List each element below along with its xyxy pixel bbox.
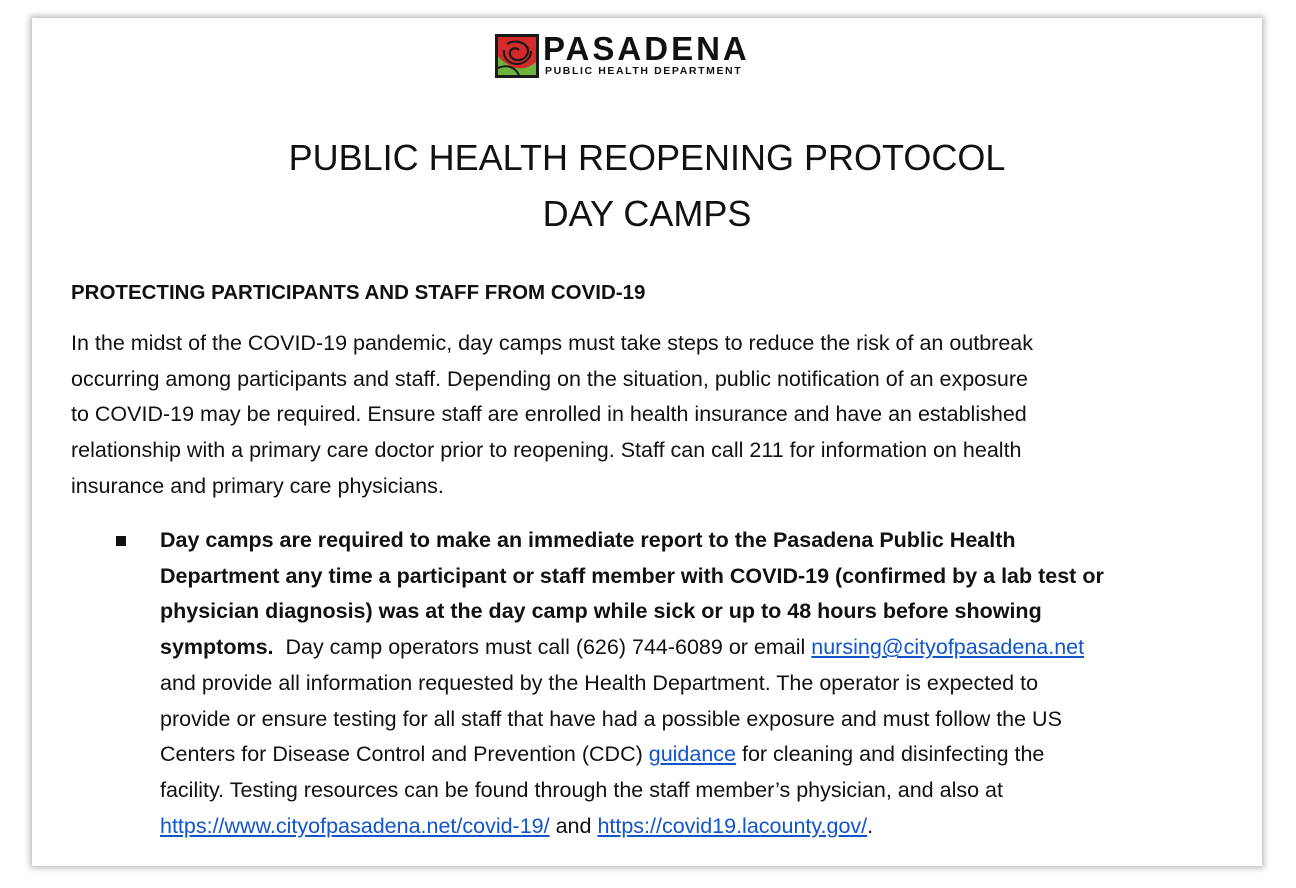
intro-line: In the midst of the COVID-19 pandemic, day camps must take steps to reduce the risk of an outbreak xyxy=(71,331,1033,355)
section-heading: PROTECTING PARTICIPANTS AND STAFF FROM COVID-19 xyxy=(71,281,646,304)
bullet-line xyxy=(160,523,1240,559)
bold-text: Department any time a participant or staff member with COVID-19 (confirmed by a lab test or xyxy=(160,563,1104,588)
bullet-paragraph xyxy=(160,523,1240,844)
email-link[interactable]: nursing@cityofpasadena.net xyxy=(811,635,1085,660)
bullet-line: and provide all information requested by the Health Department. The operator is expected to xyxy=(160,670,1039,695)
bullet-text: for cleaning and disinfecting the xyxy=(736,742,1045,767)
bullet-line xyxy=(160,809,1240,845)
bold-text: physician diagnosis) was at the day camp while sick or up to 48 hours before showing xyxy=(160,599,1042,624)
document-subtitle: DAY CAMPS xyxy=(542,193,752,234)
logo-subtitle: PUBLIC HEALTH DEPARTMENT xyxy=(545,65,743,77)
bullet-text: and xyxy=(549,813,598,838)
bold-text: Day camps are required to make an immediate report to the Pasadena Public Health xyxy=(160,528,1016,552)
pasadena-logo xyxy=(495,30,795,84)
bullet-line: facility. Testing resources can be found through the staff member’s physician, and also at xyxy=(160,777,1003,802)
bullet-text: . xyxy=(867,813,874,838)
pasadena-covid-link[interactable]: https://www.cityofpasadena.net/covid-19/ xyxy=(160,813,550,838)
logo-name: PASADENA xyxy=(543,30,750,67)
bullet-line: provide or ensure testing for all staff that have had a possible exposure and must follow the US xyxy=(160,706,1062,731)
rose-logo-icon xyxy=(495,34,539,78)
bullet-text: Day camp operators must call (626) 744-6089 or email xyxy=(273,635,812,660)
bullet-line xyxy=(160,737,1240,773)
intro-line: insurance and primary care physicians. xyxy=(71,473,444,498)
intro-line: relationship with a primary care doctor prior to reopening. Staff can call 211 for information on health xyxy=(71,438,1022,463)
bullet-marker xyxy=(116,536,126,546)
bullet-line xyxy=(160,594,1240,630)
document-title: PUBLIC HEALTH REOPENING PROTOCOL xyxy=(288,137,1006,178)
document-page xyxy=(32,18,1262,866)
intro-line: occurring among participants and staff. Depending on the situation, public notification of an exposure xyxy=(71,366,1028,391)
bullet-text: Centers for Disease Control and Prevention (CDC) xyxy=(160,742,649,767)
intro-paragraph xyxy=(71,326,1231,505)
bullet-line xyxy=(160,559,1240,595)
intro-line: to COVID-19 may be required. Ensure staff are enrolled in health insurance and have an established xyxy=(71,402,1027,427)
bold-text: symptoms. xyxy=(160,635,274,660)
bullet-line xyxy=(160,630,1240,666)
cdc-guidance-link[interactable]: guidance xyxy=(648,742,737,767)
lacounty-covid-link[interactable]: https://covid19.lacounty.gov/ xyxy=(597,813,868,838)
